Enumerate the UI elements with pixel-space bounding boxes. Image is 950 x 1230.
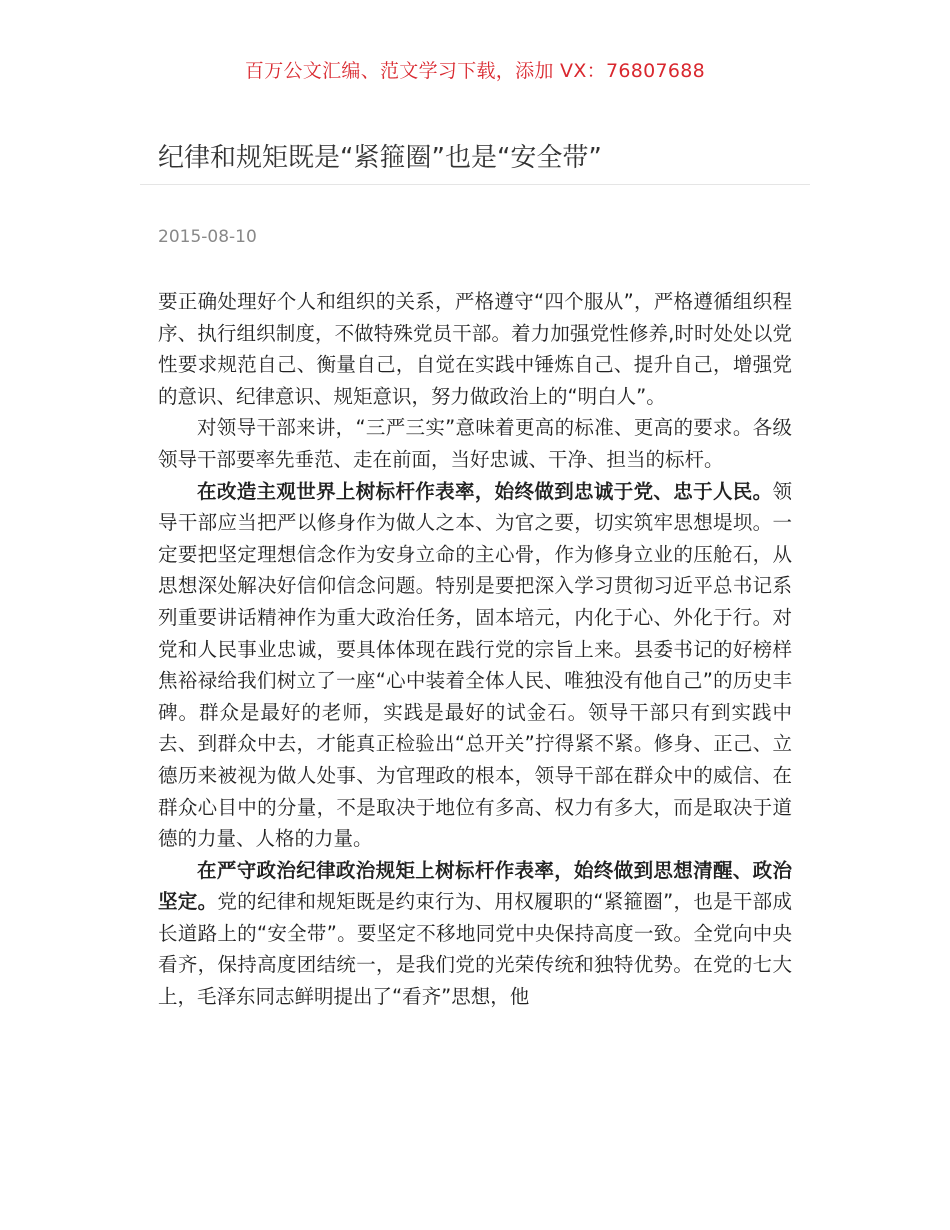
paragraph-text: 党的纪律和规矩既是约束行为、用权履职的“紧箍圈”，也是干部成长道路上的“安全带”。要坚定不移地同党中央保持高度一致。全党向中央看齐，保持高度团结统一，是我们党的光荣传统和独特优势。在党的七大上，毛泽东同志鲜明提出了“看齐”思想，他 (158, 890, 792, 1009)
article-body (158, 286, 792, 1013)
paragraph-heading: 在严守政治纪律政治规矩上树标杆作表率，始终做到思想清醒、政治坚定。 (158, 858, 792, 914)
paragraph-1 (158, 286, 792, 412)
article-title: 纪律和规矩既是“紧箍圈”也是“安全带” (158, 143, 602, 173)
publish-date: 2015-08-10 (158, 227, 257, 247)
paragraph-2 (158, 412, 792, 475)
promo-banner: 百万公文汇编、范文学习下载，添加 VX：76807688 (244, 60, 706, 82)
paragraph-heading: 在改造主观世界上树标杆作表率，始终做到忠诚于党、忠于人民。 (197, 479, 773, 503)
paragraph-text: 领导干部应当把严以修身作为做人之本、为官之要，切实筑牢思想堤坝。一定要把坚定理想信念作为安身立命的主心骨，作为修身立业的压舱石，从思想深处解决好信仰信念问题。特别是要把深入学习贯彻习近平总书记系列重要讲话精神作为重大政治任务，固本培元，内化于心、外化于行。对党和人民事业忠诚，要具体体现在践行党的宗旨上来。县委书记的好榜样焦裕禄给我们树立了一座“心中装着全体人民、唯独没有他自己”的历史丰碑。群众是最好的老师，实践是最好的试金石。领导干部只有到实践中去、到群众中去，才能真正检验出“总开关”拧得紧不紧。修身、正己、立德历来被视为做人处事、为官理政的根本，领导干部在群众中的威信、在群众心目中的分量，不是取决于地位有多高、权力有多大，而是取决于道德的力量、人格的力量。 (158, 479, 792, 851)
paragraph-text: 对领导干部来讲，“三严三实”意味着更高的标准、更高的要求。各级领导干部要率先垂范、走在前面，当好忠诚、干净、担当的标杆。 (158, 416, 792, 471)
paragraph-4 (158, 855, 792, 1013)
title-divider (140, 184, 810, 185)
paragraph-3 (158, 476, 792, 855)
paragraph-text: 要正确处理好个人和组织的关系，严格遵守“四个服从”，严格遵循组织程序、执行组织制度，不做特殊党员干部。着力加强党性修养,时时处处以党性要求规范自己、衡量自己，自觉在实践中锤炼自己、提升自己，增强党的意识、纪律意识、规矩意识，努力做政治上的“明白人”。 (158, 290, 792, 408)
